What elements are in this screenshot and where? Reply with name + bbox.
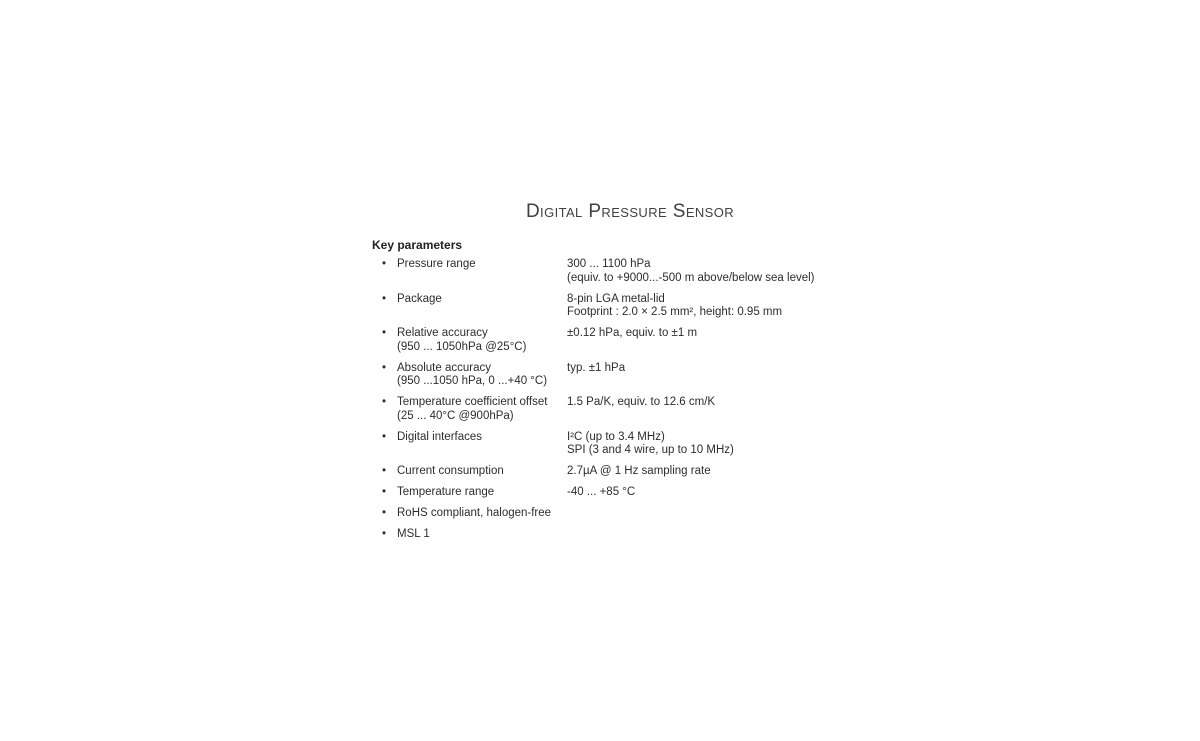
parameter-label: Absolute accuracy — [397, 361, 491, 374]
parameter-label: Pressure range — [397, 258, 476, 270]
parameter-value: 300 ... 1100 hPa — [567, 258, 651, 270]
parameter-value: SPI (3 and 4 wire, up to 10 MHz) — [567, 444, 734, 456]
bullet-icon: • — [382, 292, 387, 305]
parameter-label: Temperature range — [397, 486, 495, 498]
parameter-label: Relative accuracy — [397, 327, 488, 339]
bullet-icon: • — [382, 327, 387, 339]
parameter-row-package — [372, 293, 888, 320]
parameter-row-temperature-range — [372, 486, 888, 500]
parameter-row-rohs — [372, 507, 888, 521]
parameter-label: RoHS compliant, halogen-free — [397, 507, 552, 519]
parameter-label: Digital interfaces — [397, 430, 483, 443]
parameter-row-current-consumption — [372, 465, 888, 479]
parameter-label: Package — [397, 292, 442, 305]
parameter-label: Temperature coefficient offset — [397, 396, 548, 408]
parameter-row-pressure-range — [372, 258, 888, 285]
bullet-icon: • — [382, 486, 387, 498]
parameter-value: I²C (up to 3.4 MHz) — [567, 430, 665, 443]
parameter-value: ±0.12 hPa, equiv. to ±1 m — [567, 327, 698, 339]
bullet-icon: • — [382, 430, 387, 443]
bullet-icon: • — [382, 528, 387, 540]
parameter-value: Footprint : 2.0 × 2.5 mm², height: 0.95 mm — [567, 306, 783, 318]
bullet-icon: • — [382, 507, 387, 519]
page-title: Digital Pressure Sensor — [525, 201, 735, 222]
parameter-row-msl — [372, 528, 888, 542]
parameter-value: 8-pin LGA metal-lid — [567, 292, 665, 305]
parameter-value: 1.5 Pa/K, equiv. to 12.6 cm/K — [567, 396, 716, 408]
parameter-condition: (950 ... 1050hPa @25°C) — [397, 340, 527, 353]
parameter-label: MSL 1 — [397, 528, 430, 540]
parameter-list — [372, 258, 888, 542]
bullet-icon: • — [382, 361, 387, 374]
bullet-icon: • — [382, 465, 387, 477]
bullet-icon: • — [382, 258, 387, 270]
parameter-row-digital-interfaces — [372, 431, 888, 458]
document-page — [372, 201, 888, 549]
parameter-row-temp-coefficient-offset — [372, 396, 888, 423]
section-heading: Key parameters — [372, 238, 463, 252]
parameter-value: (equiv. to +9000...-500 m above/below sea level) — [567, 271, 815, 284]
parameter-condition: (950 ...1050 hPa, 0 ...+40 °C) — [397, 375, 548, 387]
parameter-value: -40 ... +85 °C — [567, 486, 636, 498]
parameter-value: typ. ±1 hPa — [567, 361, 626, 374]
parameter-condition: (25 ... 40°C @900hPa) — [397, 409, 514, 422]
bullet-icon: • — [382, 396, 387, 408]
parameter-label: Current consumption — [397, 465, 504, 477]
parameter-row-relative-accuracy — [372, 327, 888, 354]
parameter-value: 2.7µA @ 1 Hz sampling rate — [567, 465, 711, 477]
parameter-row-absolute-accuracy — [372, 362, 888, 389]
